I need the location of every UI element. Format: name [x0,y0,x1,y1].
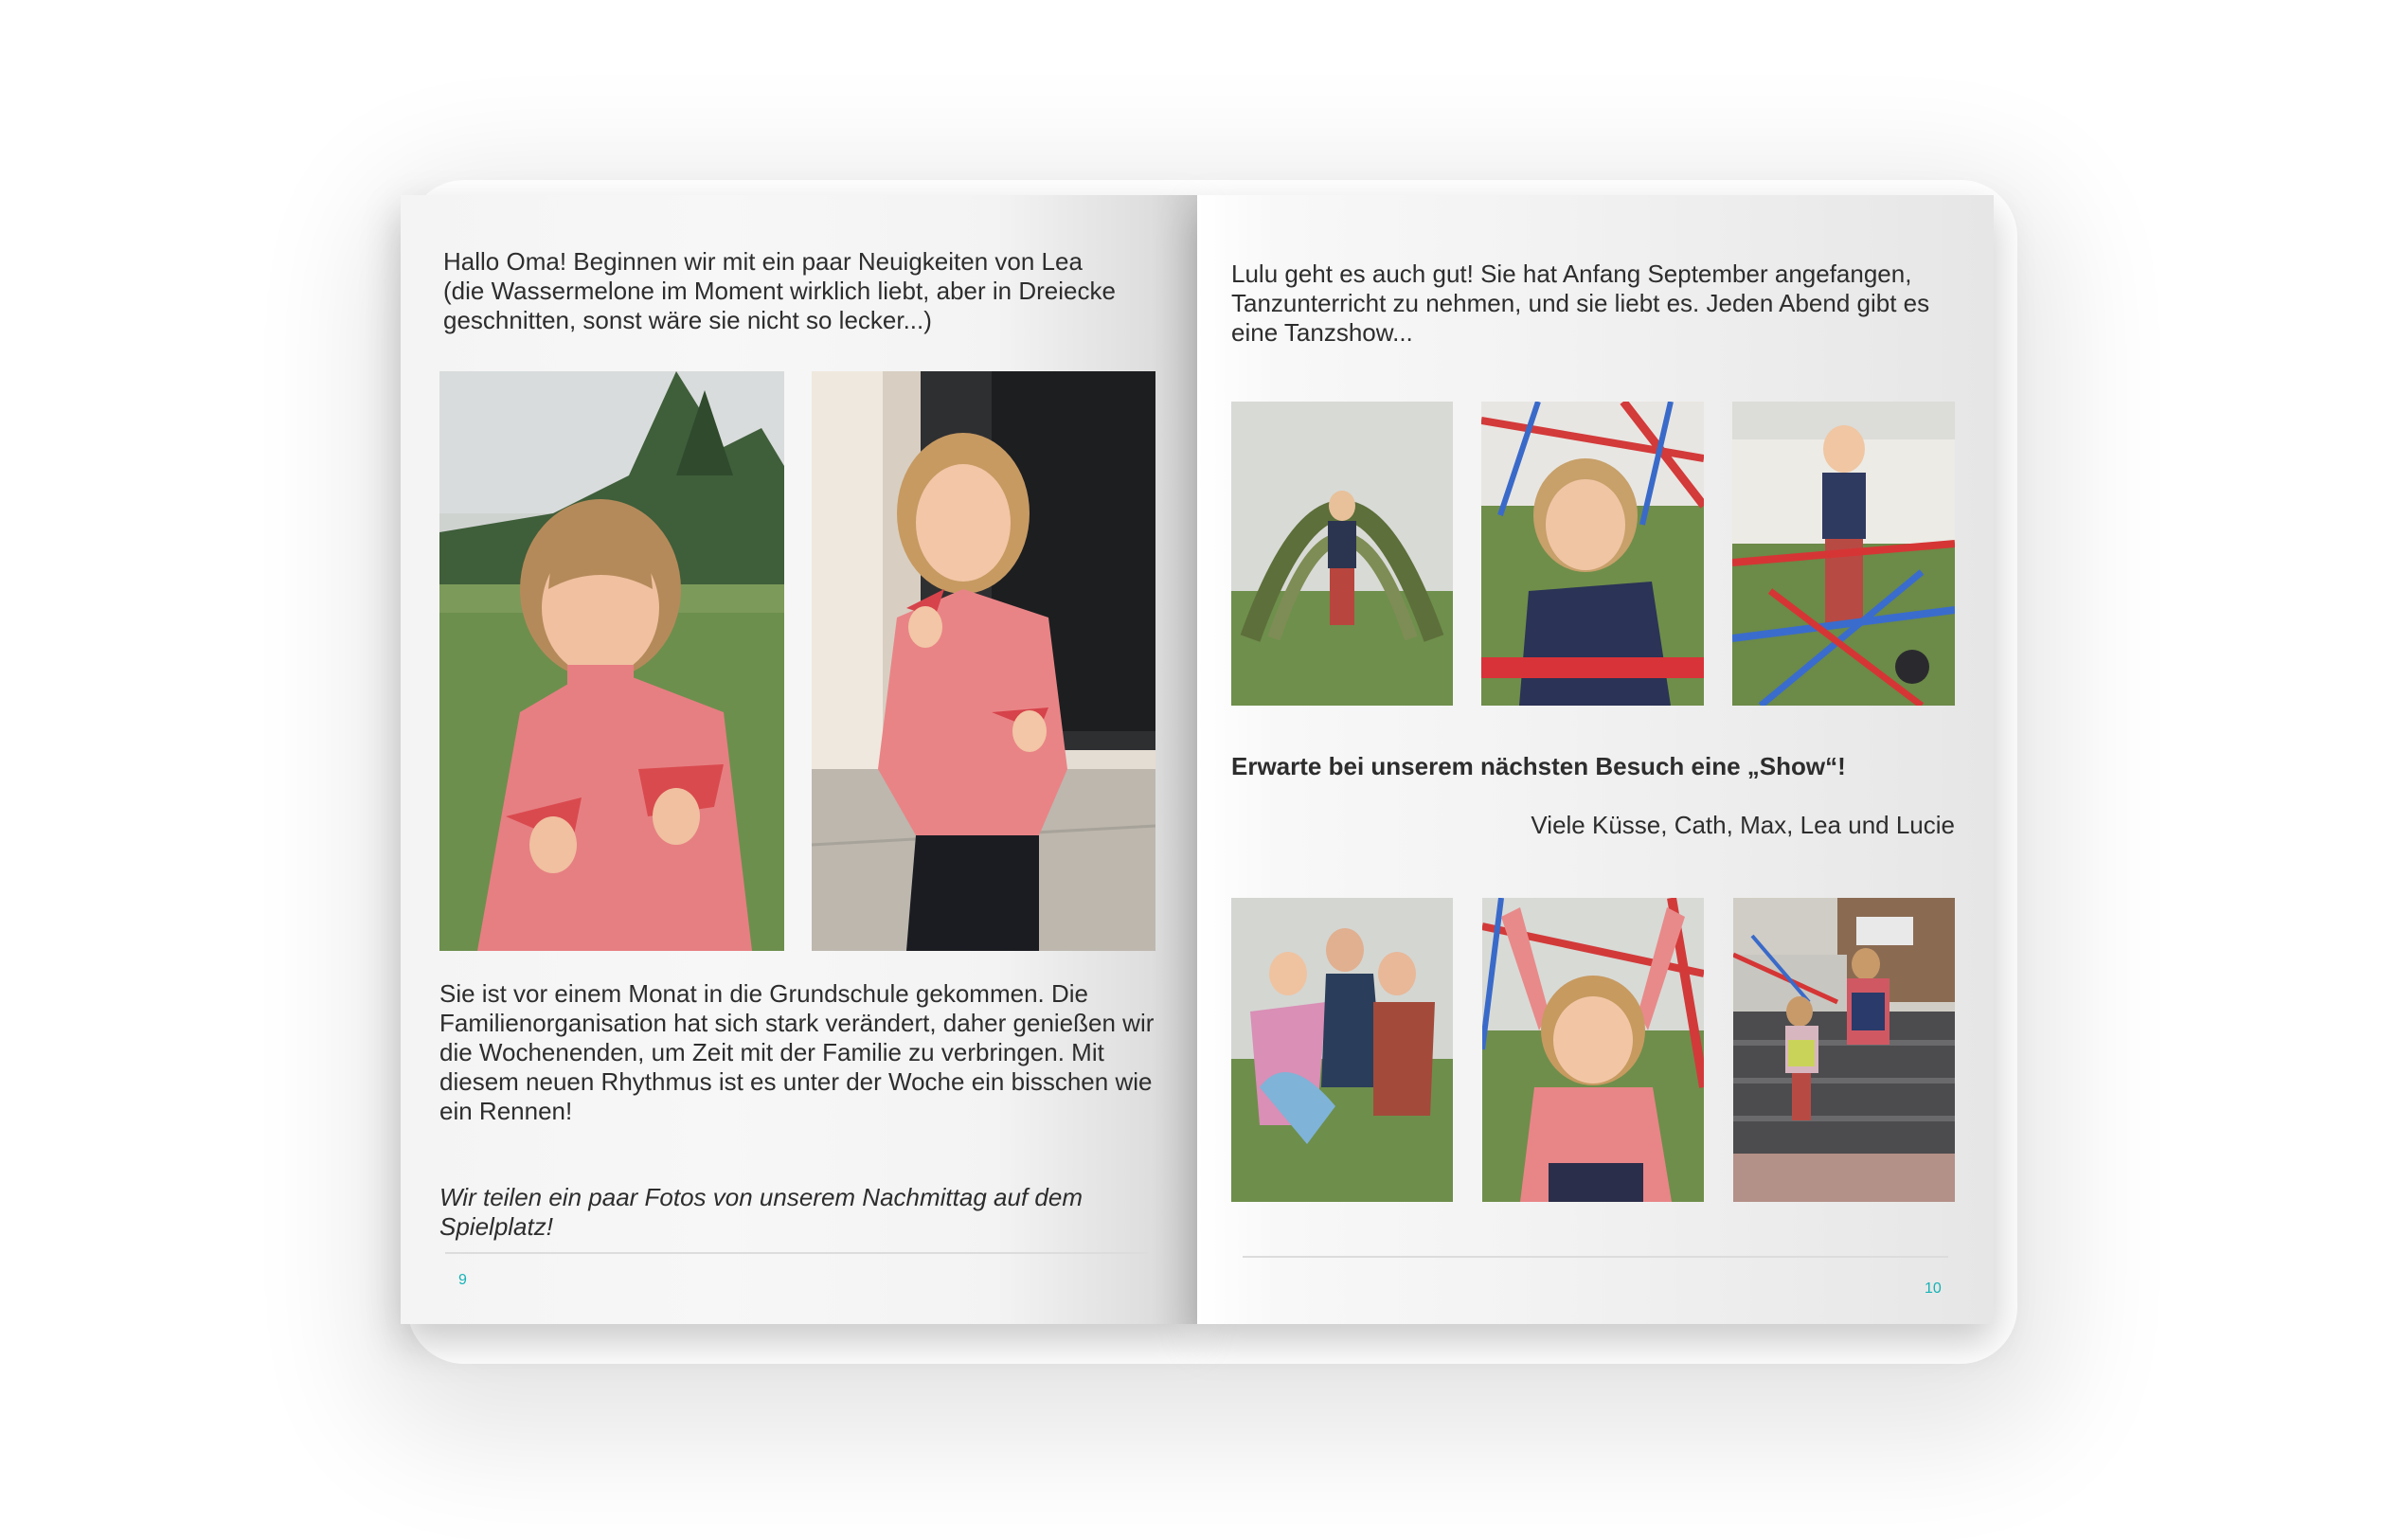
child-in-willow-tunnel-photo [1231,402,1453,706]
girl-smiling-with-watermelon-photo [812,371,1155,951]
child-tongue-out-photo [1482,898,1704,1202]
left-italic-note: Wir teilen ein paar Fotos von unserem Nachmittag auf dem Spielplatz! [439,1183,1083,1241]
left-page-number: 9 [458,1272,467,1288]
right-signoff: Viele Küsse, Cath, Max, Lea und Lucie [1531,811,1955,839]
right-footer-rule [1243,1256,1948,1258]
child-pointing-on-climbing-frame-photo [1481,402,1704,706]
family-group-photo [1231,898,1453,1202]
children-climbing-steps-photo [1733,898,1955,1202]
left-footer-rule [445,1252,1148,1254]
photo-book-spread [401,195,1994,1324]
right-bold-line: Erwarte bei unserem nächsten Besuch eine „Show“! [1231,752,1846,780]
right-page-number: 10 [1925,1280,1942,1297]
left-intro-text: Hallo Oma! Beginnen wir mit ein paar Neuigkeiten von Lea (die Wassermelone im Moment wirklich liebt, aber in Dreiecke geschnitten, sonst wäre sie nicht so lecker...) [443,247,1116,334]
left-page [401,195,1197,1324]
left-body-text: Sie ist vor einem Monat in die Grundschule gekommen. Die Familienorganisation hat sich stark verändert, daher genießen wir die Wochenenden, um Zeit mit der Familie zu verbringen. Mit diesem neuen Rhythmus ist es unter der Woche ein bisschen wie ein Rennen! [439,979,1155,1125]
child-standing-on-climbing-frame-photo [1732,402,1955,706]
right-page [1197,195,1994,1324]
girl-eating-watermelon-photo [439,371,784,951]
right-intro-text: Lulu geht es auch gut! Sie hat Anfang September angefangen, Tanzunterricht zu nehmen, und sie liebt es. Jeden Abend gibt es eine Tanzshow... [1231,260,1930,347]
